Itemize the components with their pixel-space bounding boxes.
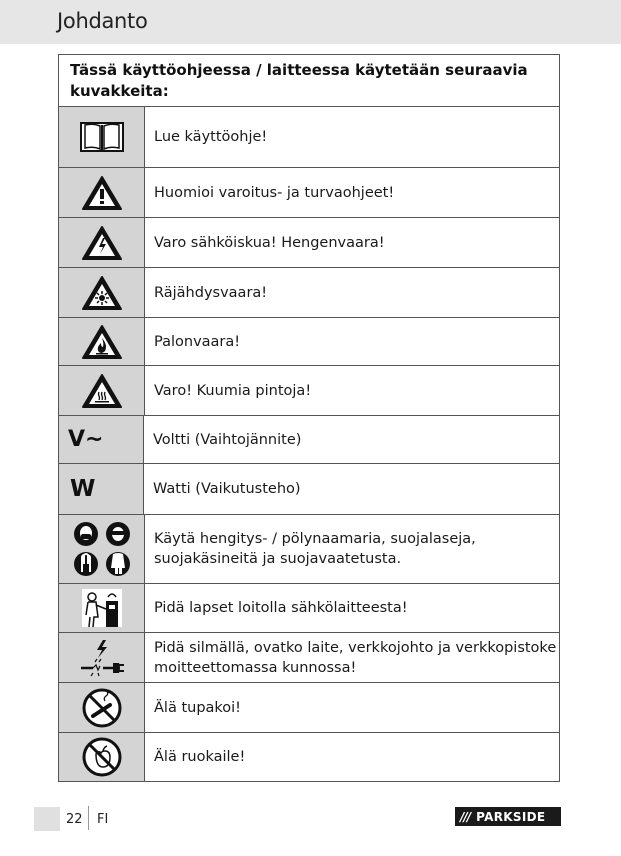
page-header bbox=[0, 0, 621, 44]
table-row bbox=[59, 683, 559, 733]
table-row bbox=[59, 633, 559, 683]
language-code: FI bbox=[97, 812, 109, 827]
table-row bbox=[59, 318, 559, 366]
explosion-icon bbox=[59, 268, 145, 317]
table-row bbox=[59, 464, 559, 515]
row-text: Pidä silmällä, ovatko laite, verkkojohto ja verkkopistoke moitteettomassa kunnossa! bbox=[154, 639, 557, 676]
table-row bbox=[59, 168, 559, 218]
row-text: Huomioi varoitus- ja turvaohjeet! bbox=[154, 184, 395, 201]
table-row bbox=[59, 584, 559, 633]
table-row bbox=[59, 366, 559, 416]
row-text: Lue käyttöohje! bbox=[154, 129, 268, 145]
footer-divider bbox=[88, 806, 89, 830]
damaged-cable-icon bbox=[59, 633, 145, 682]
row-text: Räjähdysvaara! bbox=[154, 284, 268, 301]
row-text: Älä tupakoi! bbox=[154, 699, 241, 716]
electric-shock-icon bbox=[59, 218, 145, 267]
page-title: Johdanto bbox=[57, 9, 148, 33]
table-row bbox=[59, 268, 559, 318]
row-text: Pidä lapset loitolla sähkölaitteesta! bbox=[154, 600, 408, 616]
child-safety-icon bbox=[59, 584, 145, 632]
no-eating-icon bbox=[59, 733, 145, 781]
page-number: 22 bbox=[66, 812, 83, 827]
volt-icon: V~ bbox=[59, 416, 144, 463]
row-text: Älä ruokaile! bbox=[154, 749, 246, 765]
warning-icon bbox=[59, 168, 145, 217]
parkside-logo: /// PARKSIDE bbox=[455, 807, 561, 826]
row-text: Varo sähköiskua! Hengenvaara! bbox=[154, 234, 385, 251]
table-heading: Tässä käyttöohjeessa / laitteessa käytetään seuraavia kuvakkeita: bbox=[59, 55, 559, 107]
table-row bbox=[59, 733, 559, 781]
symbols-table bbox=[58, 54, 560, 782]
no-smoking-icon bbox=[59, 683, 145, 732]
table-row bbox=[59, 515, 559, 584]
row-text: Voltti (Vaihtojännite) bbox=[153, 431, 302, 448]
fire-icon bbox=[59, 318, 145, 365]
row-text: Watti (Vaikutusteho) bbox=[153, 481, 301, 497]
footer-marker bbox=[34, 807, 60, 831]
watt-icon: W bbox=[59, 464, 144, 514]
table-row bbox=[59, 218, 559, 268]
row-text: Palonvaara! bbox=[154, 333, 241, 350]
read-manual-icon bbox=[59, 107, 145, 167]
row-text: Varo! Kuumia pintoja! bbox=[154, 382, 312, 399]
table-row bbox=[59, 416, 559, 464]
row-text: Käytä hengitys- / pölynaamaria, suojalaseja, suojakäsineitä ja suojavaatetusta. bbox=[154, 531, 476, 567]
hot-surface-icon bbox=[59, 366, 145, 415]
table-row bbox=[59, 107, 559, 168]
protective-equipment-icon bbox=[59, 515, 145, 583]
